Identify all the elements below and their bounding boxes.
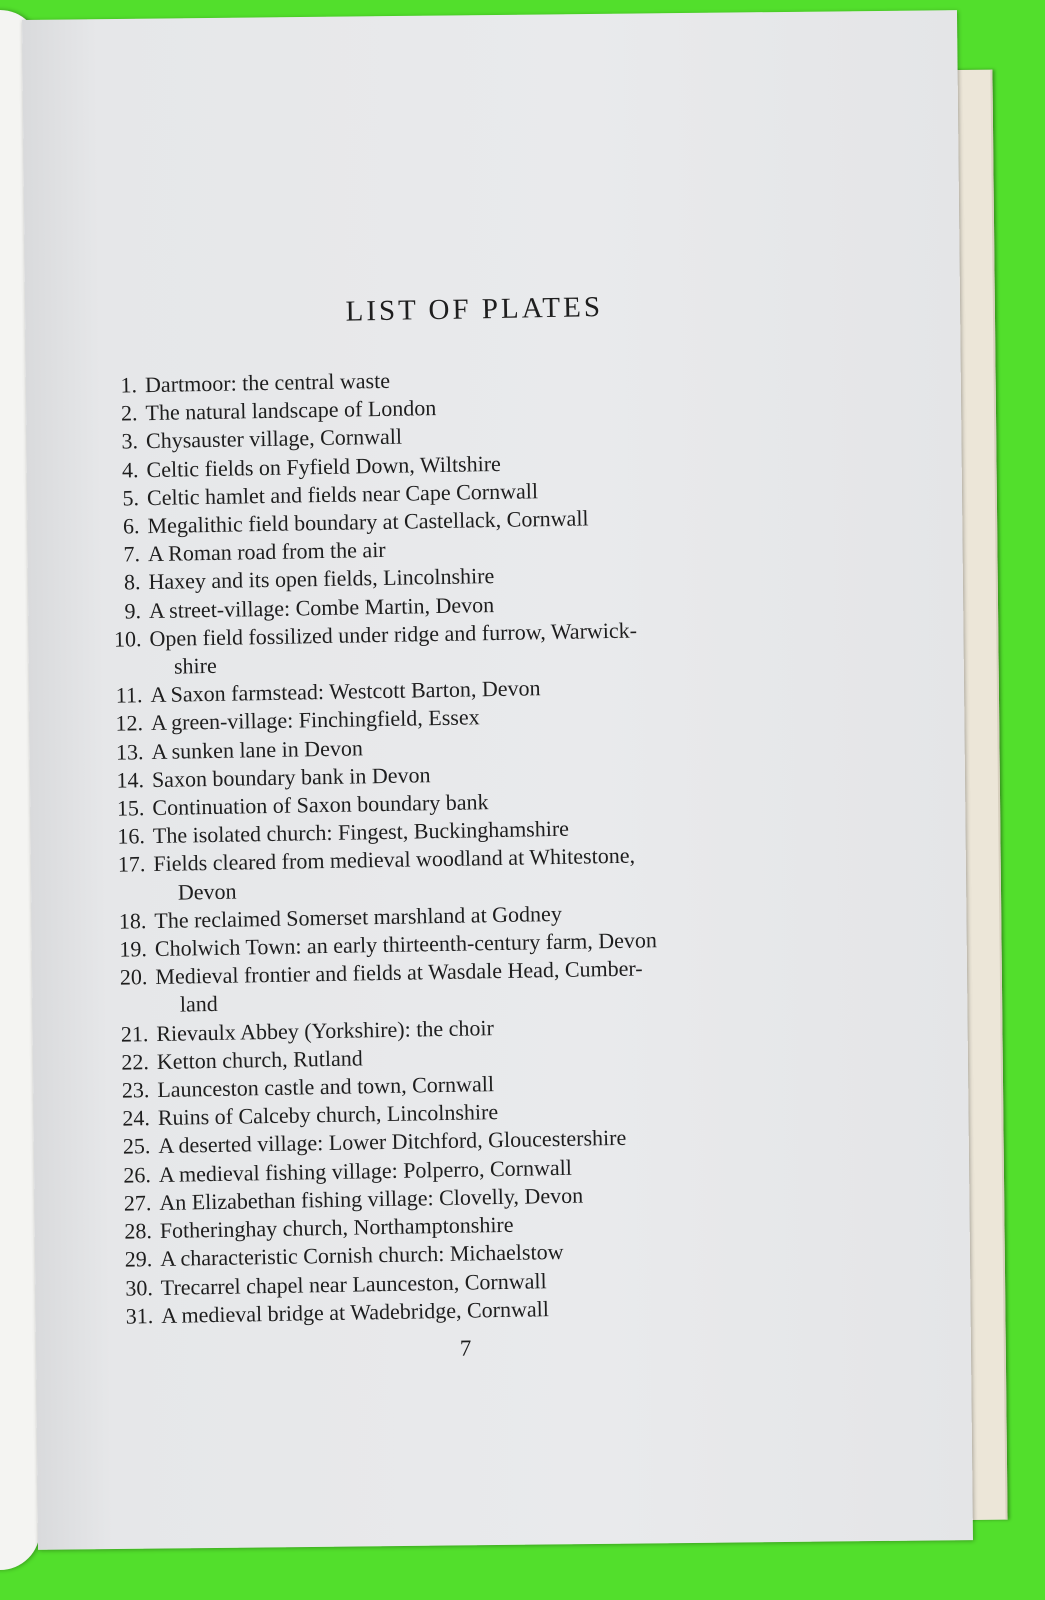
plate-caption-continuation: Devon: [177, 878, 237, 905]
plate-caption-text: Trecarrel chapel near Launceston, Cornwall: [160, 1267, 547, 1300]
plate-number: 11.: [115, 682, 143, 708]
plate-caption-text: Fotheringhay church, Northamptonshire: [159, 1211, 514, 1244]
plate-number: 25.: [122, 1133, 151, 1160]
plate-number: 5.: [122, 485, 140, 511]
plate-number: 16.: [117, 823, 146, 849]
plate-caption-text: Celtic fields on Fyfield Down, Wiltshire: [146, 450, 502, 482]
plate-caption-text: Medieval frontier and fields at Wasdale Head, Cumber-: [155, 955, 643, 990]
plate-caption-continuation: shire: [173, 652, 217, 679]
plate-caption-text: The isolated church: Fingest, Buckinghamshire: [152, 816, 570, 849]
plate-number: 26.: [123, 1161, 152, 1188]
plate-caption-text: Rievaulx Abbey (Yorkshire): the choir: [156, 1014, 495, 1046]
plate-caption-text: A street-village: Combe Martin, Devon: [148, 591, 495, 623]
plate-caption-text: The reclaimed Somerset marshland at Godney: [154, 900, 563, 933]
plate-number: 17.: [117, 851, 146, 878]
plate-caption-text: Saxon boundary bank in Devon: [151, 762, 431, 792]
plate-caption-text: Megalithic field boundary at Castellack, Cornwall: [147, 505, 589, 539]
plate-caption-continuation: land: [179, 991, 218, 1018]
plate-caption-text: Ketton church, Rutland: [156, 1045, 363, 1074]
plate-number: 30.: [125, 1274, 154, 1301]
plate-number: 19.: [119, 936, 148, 962]
plate-number: 12.: [115, 710, 144, 737]
plate-number: 1.: [120, 372, 138, 398]
plates-list: [93, 359, 830, 1330]
plate-number: 18.: [118, 908, 147, 934]
plate-caption-text: A deserted village: Lower Ditchford, Gloucestershire: [158, 1125, 627, 1159]
plate-caption-text: A medieval bridge at Wadebridge, Cornwall: [161, 1295, 550, 1328]
plate-caption-text: A Saxon farmstead: Westcott Barton, Devon: [150, 675, 541, 708]
plate-caption-text: An Elizabethan fishing village: Clovelly, Devon: [159, 1182, 584, 1215]
plate-number: 4.: [121, 456, 139, 483]
plate-number: 28.: [124, 1218, 153, 1244]
plate-caption-text: The natural landscape of London: [145, 395, 437, 426]
plate-number: 23.: [121, 1077, 150, 1103]
plate-number: 21.: [120, 1020, 149, 1047]
plate-number: 22.: [121, 1049, 150, 1075]
page-number: 7: [459, 1335, 472, 1361]
plate-caption-text: A medieval fishing village: Polperro, Cornwall: [158, 1154, 573, 1187]
plate-number: 15.: [116, 795, 145, 821]
plate-caption-text: Celtic hamlet and fields near Cape Cornwall: [146, 478, 539, 510]
plate-number: 24.: [122, 1105, 151, 1131]
plate-number: 20.: [119, 964, 148, 990]
plate-caption-text: A characteristic Cornish church: Michaelstow: [160, 1239, 564, 1272]
plate-number: 8.: [123, 569, 141, 595]
plate-number: 3.: [121, 428, 139, 454]
plate-number: 9.: [124, 597, 142, 624]
plate-caption-text: Chysauster village, Cornwall: [145, 424, 403, 454]
plate-caption-text: A sunken lane in Devon: [151, 734, 364, 764]
plate-caption-text: Dartmoor: the central waste: [144, 367, 391, 398]
plate-number: 27.: [123, 1189, 152, 1216]
plate-number: 6.: [122, 513, 140, 539]
plate-caption-text: Fields cleared from medieval woodland at Whitestone,: [153, 843, 636, 877]
page-title: LIST OF PLATES: [345, 291, 604, 328]
plate-number: 31.: [125, 1302, 154, 1329]
plate-number: 2.: [120, 400, 138, 426]
plate-caption-text: Launceston castle and town, Cornwall: [157, 1071, 495, 1103]
plate-number: 29.: [124, 1246, 153, 1272]
plate-number: 14.: [116, 767, 145, 793]
plate-number: 10.: [113, 626, 142, 652]
plate-number: 7.: [123, 541, 141, 567]
plate-caption-text: Cholwich Town: an early thirteenth-century farm, Devon: [154, 927, 658, 962]
plate-caption-text: Continuation of Saxon boundary bank: [152, 789, 489, 821]
plate-caption-text: A Roman road from the air: [147, 537, 386, 567]
plate-caption-text: Open field fossilized under ridge and furrow, Warwick-: [149, 617, 638, 651]
plate-caption-text: Haxey and its open fields, Lincolnshire: [148, 563, 495, 595]
plate-caption-text: Ruins of Calceby church, Lincolnshire: [157, 1099, 499, 1131]
plate-caption-text: A green-village: Finchingfield, Essex: [150, 704, 480, 736]
plate-number: 13.: [115, 738, 144, 765]
book-page: [22, 10, 973, 1550]
